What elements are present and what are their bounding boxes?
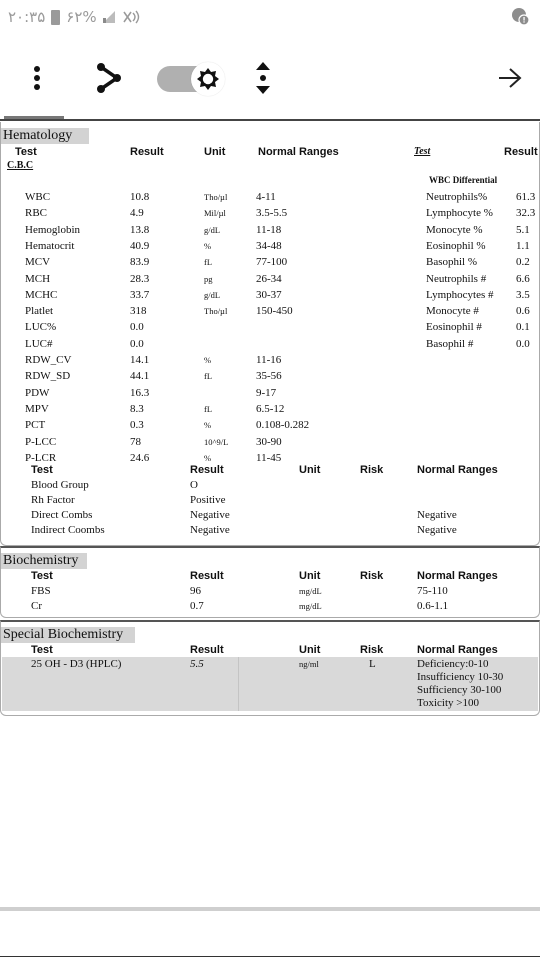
bio-result-value: 0.7 [190,600,204,612]
cbc-result-value: 14.1 [130,354,150,366]
cbc-normal-range: 11-45 [256,451,282,464]
cbc-normal-range: 9-17 [256,386,277,399]
sp-result-header: Result [190,644,224,656]
cbc-result-value: 0.0 [130,337,144,350]
battery-level: ۶۲% [66,8,97,26]
blood-result-value: Negative [190,509,230,521]
cbc-result-value: 4.9 [130,207,144,220]
blood-test-name: Direct Combs [31,509,93,521]
section-title: Hematology [1,128,89,144]
bio-test-header: Test [31,570,53,582]
wbc-differential-label: WBC Differential [429,175,498,185]
col-normal-header: Normal Ranges [258,146,339,158]
cbc-normal-range: 4-11 [256,191,276,203]
diff-result-value: 5.1 [516,223,530,236]
document-top-border [0,119,540,121]
cbc-test-name: LUC% [25,321,57,334]
bio-test-name: FBS [31,585,51,597]
col-unit-header: Unit [204,146,226,158]
battery-icon [51,10,60,25]
cbc-unit-value: % [204,355,212,365]
bio-test-name: Cr [31,600,42,612]
cbc-normal-range: 30-37 [256,288,282,301]
diff-test-name: Neutrophils% [426,191,488,203]
cbc-normal-range: 77-100 [256,256,288,269]
forward-arrow-icon [497,67,523,89]
cbc-test-name: Platlet [25,305,54,318]
expand-icon [254,59,272,97]
cbc-unit-value: % [204,452,212,463]
cbc-unit-value: g/dL [204,289,221,300]
more-options-button[interactable] [22,58,52,98]
row-divider [238,657,239,711]
diff-result-value: 61.3 [516,191,536,203]
cbc-normal-range: 26-34 [256,272,282,285]
bio-unit-header: Unit [299,570,321,582]
cbc-normal-range: 35-56 [256,370,282,383]
bio-result-header: Result [190,570,224,582]
sp-range-deficiency: Deficiency:0-10 [417,658,489,670]
cbc-test-name: MCHC [25,288,58,301]
col-result2-header: Result [504,146,538,158]
cbc-result-value: 83.9 [130,256,150,269]
brightness-icon [196,67,220,91]
cbc-normal-range: 3.5-5.5 [256,207,288,220]
diff-result-value: 0.2 [516,256,530,269]
theme-toggle[interactable] [157,66,219,92]
blood-normal-range: Negative [417,509,457,521]
cbc-normal-range: 11-18 [256,223,282,236]
diff-result-value: 32.3 [516,207,536,220]
forward-button[interactable] [490,58,530,98]
bio-unit-value: mg/dL [299,601,322,611]
blood-test-header: Test [31,464,53,476]
diff-test-name: Eosinophil # [426,321,482,334]
sp-range-toxicity: Toxicity >100 [417,697,479,709]
cbc-unit-value: Mil/µl [204,208,226,219]
cbc-test-name: RDW_SD [25,370,71,383]
cbc-result-value: 16.3 [130,386,150,399]
diff-result-value: 0.1 [516,321,530,334]
cbc-test-name: RBC [25,207,48,220]
cbc-result-value: 24.6 [130,451,150,464]
diff-test-name: Basophil # [426,337,474,350]
cbc-test-name: RDW_CV [25,354,72,366]
sp-range-sufficiency: Sufficiency 30-100 [417,684,502,696]
diff-result-value: 0.0 [516,337,530,350]
cbc-result-value: 8.3 [130,402,144,415]
blood-test-name: Blood Group [31,479,89,491]
diff-result-value: 3.5 [516,288,530,301]
blood-result-header: Result [190,464,224,476]
cbc-result-value: 0.3 [130,419,144,432]
cbc-result-value: 318 [130,305,147,318]
blood-risk-header: Risk [360,464,384,476]
diff-test-name: Eosinophil % [426,239,486,252]
section-title: Special Biochemistry [1,627,135,643]
diff-result-value: 1.1 [516,239,530,252]
blood-normal-range: Negative [417,524,457,536]
blood-normal-header: Normal Ranges [417,464,498,476]
sp-normal-header: Normal Ranges [417,644,498,656]
cbc-unit-value: Tho/µl [204,192,228,202]
cbc-unit-value: g/dL [204,224,221,235]
no-network-icon [123,10,141,24]
sp-risk-header: Risk [360,644,384,656]
biochemistry-section [0,546,540,618]
share-button[interactable] [88,58,128,98]
cbc-test-name: PCT [25,419,46,432]
sp-risk-flag: L [369,658,376,670]
blood-unit-header: Unit [299,464,321,476]
scroll-mode-button[interactable] [246,58,280,98]
signal-icon [103,11,117,23]
bio-result-value: 96 [190,585,201,597]
cbc-test-name: P-LCC [25,435,57,448]
cbc-test-name: LUC# [25,337,53,350]
hematology-section [0,122,540,546]
bio-unit-value: mg/dL [299,586,322,596]
cbc-normal-range: 34-48 [256,239,282,252]
account-alert-icon [510,6,530,26]
sp-result-value: 5.5 [190,658,204,670]
diff-test-name: Monocyte % [426,223,483,236]
cbc-test-name: MCH [25,272,51,285]
bio-normal-range: 75-110 [417,585,448,597]
col-result-header: Result [130,146,164,158]
cbc-result-value: 40.9 [130,239,150,252]
blood-test-name: Rh Factor [31,494,75,506]
sp-test-header: Test [31,644,53,656]
cbc-unit-value: fL [204,257,213,268]
sp-range-insufficiency: Insufficiency 10-30 [417,671,504,683]
blood-result-value: O [190,479,198,491]
cbc-result-value: 28.3 [130,272,150,285]
bio-normal-range: 0.6-1.1 [417,600,449,612]
diff-test-name: Lymphocyte % [426,207,493,220]
cbc-unit-value: % [204,420,212,431]
theme-toggle-knob [191,62,225,96]
cbc-label: C.B.C [7,160,34,171]
special-biochemistry-section [0,620,540,716]
cbc-unit-value: pg [204,273,213,284]
diff-test-name: Monocyte # [426,305,479,318]
cbc-test-name: P-LCR [25,451,57,464]
section-title: Biochemistry [1,553,87,569]
status-time: ۲۰:۳۵ [8,8,46,26]
diff-test-name: Basophil % [426,256,478,269]
cbc-result-value: 13.8 [130,223,150,236]
cbc-unit-value: Tho/µl [204,306,228,317]
cbc-unit-value: 10^9/L [204,436,229,447]
cbc-result-value: 0.0 [130,321,144,334]
cbc-result-value: 78 [130,435,141,448]
more-vert-icon [33,65,41,91]
cbc-test-name: MPV [25,402,49,415]
blood-test-name: Indirect Coombs [31,524,105,536]
cbc-test-name: Hemoglobin [25,223,80,236]
cbc-normal-range: 30-90 [256,435,282,448]
cbc-test-name: PDW [25,386,50,399]
cbc-unit-value: fL [204,403,213,414]
diff-result-value: 0.6 [516,305,530,318]
blood-result-value: Negative [190,524,230,536]
page-divider [0,907,540,911]
toolbar [0,48,540,108]
bio-risk-header: Risk [360,570,384,582]
diff-test-name: Lymphocytes # [426,288,494,301]
col-test-header: Test [15,146,37,158]
sp-test-name: 25 OH - D3 (HPLC) [31,658,122,670]
cbc-normal-range: 11-16 [256,354,282,366]
cbc-unit-value: fL [204,371,213,382]
share-icon [91,61,125,95]
blood-result-value: Positive [190,494,226,506]
cbc-result-value: 44.1 [130,370,150,383]
cbc-normal-range: 6.5-12 [256,402,285,415]
cbc-normal-range: 0.108-0.282 [256,419,310,432]
cbc-test-name: WBC [25,191,51,203]
diff-result-value: 6.6 [516,272,530,285]
cbc-normal-range: 150-450 [256,305,293,318]
cbc-result-value: 33.7 [130,288,150,301]
cbc-test-name: Hematocrit [25,239,75,252]
sp-unit-header: Unit [299,644,321,656]
col-test2-header: Test [414,146,431,157]
bio-normal-header: Normal Ranges [417,570,498,582]
diff-test-name: Neutrophils # [426,272,487,285]
sp-unit-value: ng/ml [299,659,319,669]
cbc-result-value: 10.8 [130,191,150,203]
cbc-unit-value: % [204,240,212,251]
cbc-test-name: MCV [25,256,51,269]
status-bar [0,0,540,36]
